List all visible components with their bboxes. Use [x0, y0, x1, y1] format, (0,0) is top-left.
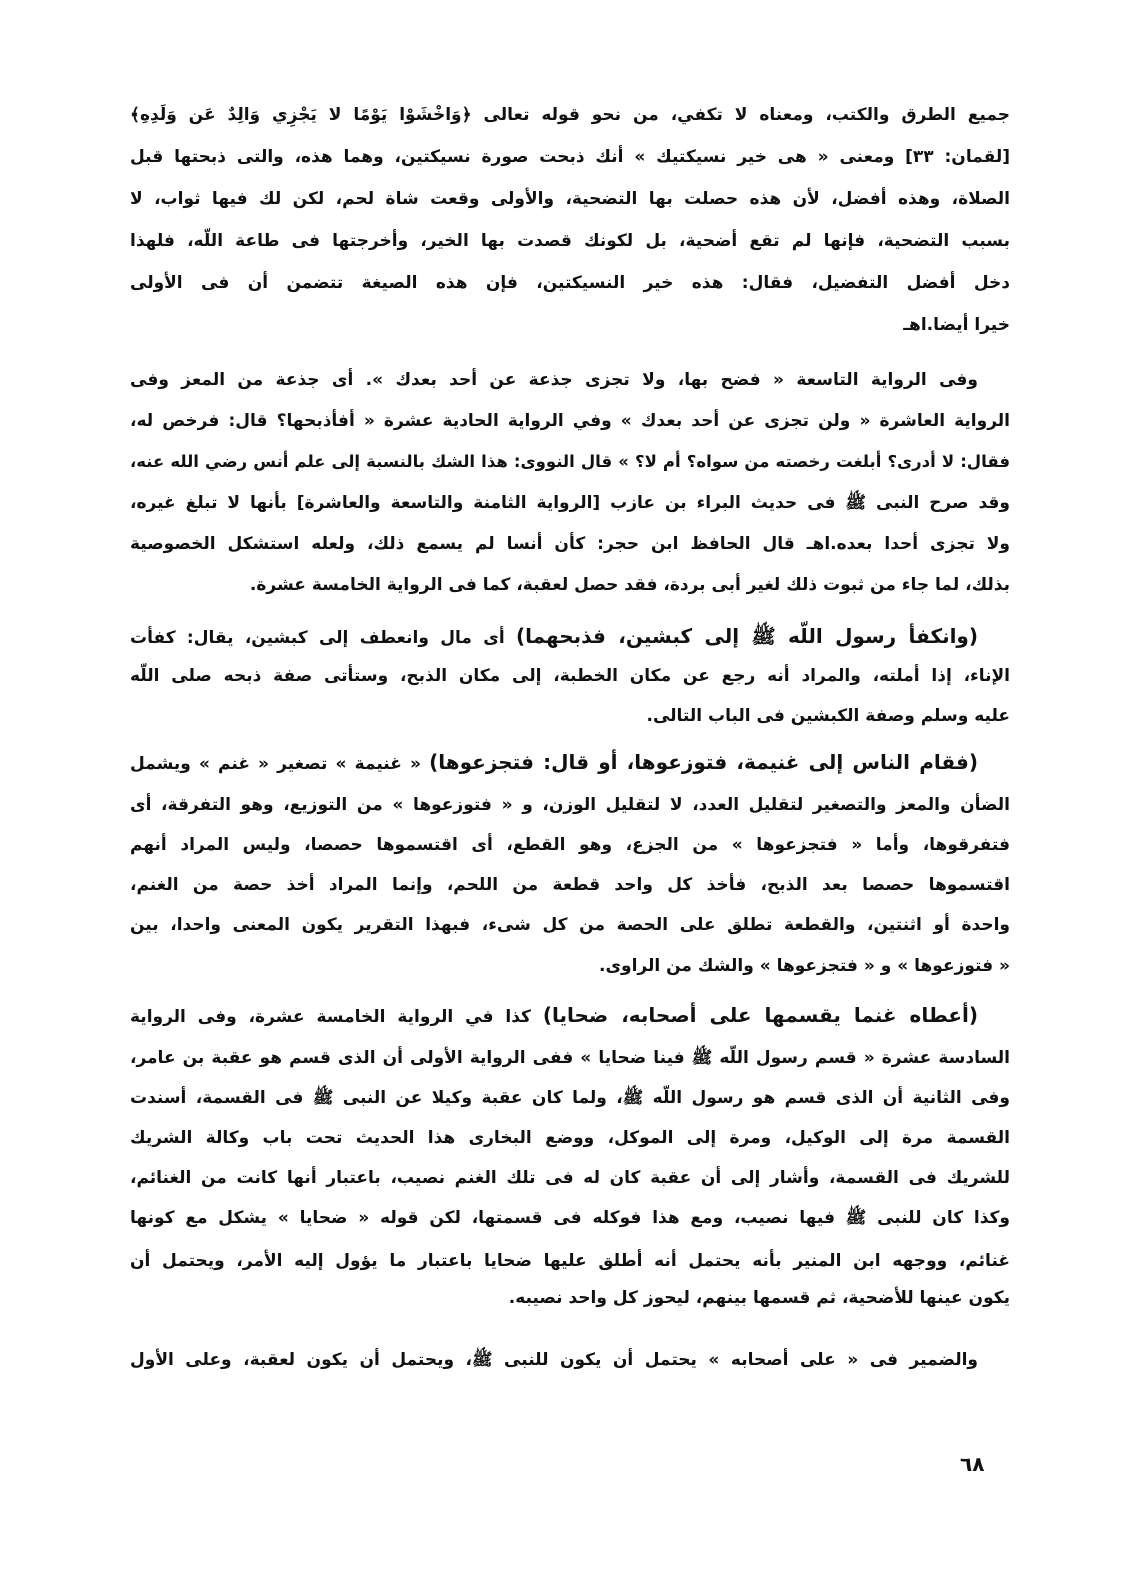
text-line: « فتوزعوها » و « فتجزعوها » والشك من الراوى. — [598, 956, 1010, 976]
text-line: خيرا أيضا.اهـ — [903, 315, 1010, 335]
text-line: الإناء، إذا أملته، والمراد أنه رجع عن مكان الخطبة، إلى مكان الذبح، وستأتى صفة ذبحه صلى اللّه — [130, 666, 1010, 686]
text-line: السادسة عشرة « قسم رسول اللّه ﷺ فينا ضحايا » ففى الرواية الأولى أن الذى قسم هو عقبة بن عامر، — [130, 1048, 1010, 1068]
text-line: وفى الثانية أن الذى قسم هو رسول اللّه ﷺ، ولما كان عقبة وكيلا عن النبى ﷺ فى القسمة، أسندت — [130, 1088, 1010, 1108]
section-heading: (فقام الناس إلى غنيمة، فتوزعوها، أو قال: فتجزعوها) — [429, 750, 979, 774]
text-line: فتفرقوها، وأما « فتجزعوها » من الجزع، وهو القطع، أى اقتسموها حصصا، وليس المراد أنهم — [130, 835, 1010, 855]
page-number: ٦٨ — [960, 1452, 985, 1476]
text-line: للشريك فى القسمة، وأشار إلى أن عقبة كان له فى تلك الغنم نصيب، باعتبار أنها كانت من الغنائم، — [130, 1168, 1010, 1188]
text-span: « غنيمة » تصغير « غنم » ويشمل — [130, 754, 430, 774]
text-line: الصلاة، وهذه أفضل، لأن هذه حصلت بها التضحية، والأولى وقعت شاة لحم، لكن لك فيها ثواب، لا — [130, 189, 1010, 209]
text-line: يكون عينها للأضحية، ثم قسمها بينهم، ليحوز كل واحد نصيبه. — [508, 1288, 1010, 1308]
text-line: بذلك، لما جاء من ثبوت ذلك لغير أبى بردة، فقد حصل لعقبة، كما فى الرواية الخامسة عشرة. — [249, 575, 1010, 595]
text-line: عليه وسلم وصفة الكبشين فى الباب التالى. — [646, 706, 1010, 726]
text-line: دخل أفضل التفضيل، فقال: هذه خير النسيكتين، فإن هذه الصيغة تتضمن أن فى الأولى — [130, 273, 1010, 293]
text-line — [130, 748, 1010, 776]
text-line: غنائم، ووجهه ابن المنير بأنه يحتمل أنه أطلق عليها ضحايا باعتبار ما يؤول إليه الأمر، ويحتمل أن — [130, 1251, 1010, 1271]
text-line: الرواية العاشرة « ولن تجزى عن أحد بعدك » وفي الرواية الحادية عشرة « أفأذبحها؟ قال: فرخص له، — [130, 411, 1010, 431]
text-line: اقتسموها حصصا بعد الذبح، فأخذ كل واحد قطعة من اللحم، وإنما المراد أخذ حصة من الغنم، — [130, 875, 1010, 895]
text-line: القسمة مرة إلى الوكيل، ومرة إلى الموكل، ووضع البخارى هذا الحديث تحت باب وكالة الشريك — [130, 1128, 1010, 1148]
text-line: والضمير فى « على أصحابه » يحتمل أن يكون للنبى ﷺ، ويحتمل أن يكون لعقبة، وعلى الأول — [130, 1350, 978, 1370]
text-line: ولا تجزى أحدا بعده.اهـ قال الحافظ ابن حجر: كأن أنسا لم يسمع ذلك، ولعله استشكل الخصوصية — [130, 534, 1010, 554]
text-span: كذا في الرواية الخامسة عشرة، وفى الرواية — [130, 1007, 543, 1027]
text-line: جميع الطرق والكتب، ومعناه لا تكفي، من نحو قوله تعالى ﴿وَاخْشَوْا يَوْمًا لا يَجْزِي وَالِدٌ عَن وَلَدِهِ﴾ — [130, 105, 1010, 125]
text-line: وفى الرواية التاسعة « فضح بها، ولا تجزى جذعة عن أحد بعدك ». أى جذعة من المعز وفى — [130, 370, 978, 390]
text-span: أى مال وانعطف إلى كبشين، يقال: كفأت — [130, 628, 516, 648]
text-line: فقال: لا أدرى؟ أبلغت رخصته من سواه؟ أم لا؟ » قال النووى: هذا الشك بالنسبة إلى علم أنس رضي الله عنه، — [130, 452, 1010, 471]
text-line: [لقمان: ٣٣] ومعنى « هى خير نسيكتيك » أنك ذبحت صورة نسيكتين، وهما هذه، والتى ذبحتها قبل — [130, 147, 1010, 167]
text-line: واحدة أو اثنتين، والقطعة تطلق على الحصة من كل شىء، فبهذا التقرير يكون المعنى واحدا، بين — [130, 915, 1010, 935]
text-line: بسبب التضحية، فإنها لم تقع أضحية، بل لكونك قصدت بها الخير، وأخرجتها فى طاعة اللّه، فلهذا — [130, 231, 1010, 251]
section-heading: (وانكفأ رسول اللّه ﷺ إلى كبشين، فذبحهما) — [516, 624, 979, 648]
text-line: وكذا كان للنبى ﷺ فيها نصيب، ومع هذا فوكله فى قسمتها، لكن قوله « ضحايا » يشكل مع كونها — [130, 1208, 1010, 1228]
text-line: وقد صرح النبى ﷺ فى حديث البراء بن عازب [الرواية الثامنة والتاسعة والعاشرة] بأنها لا تبلغ غيره، — [130, 493, 1010, 513]
text-line — [130, 1001, 1010, 1029]
section-heading: (أعطاه غنما يقسمها على أصحابه، ضحايا) — [542, 1003, 978, 1027]
text-line — [130, 622, 1010, 650]
text-line: الضأن والمعز والتصغير لتقليل العدد، لا لتقليل الوزن، و « فتوزعوها » من التوزيع، وهو التفرقة، أى — [130, 795, 1010, 815]
